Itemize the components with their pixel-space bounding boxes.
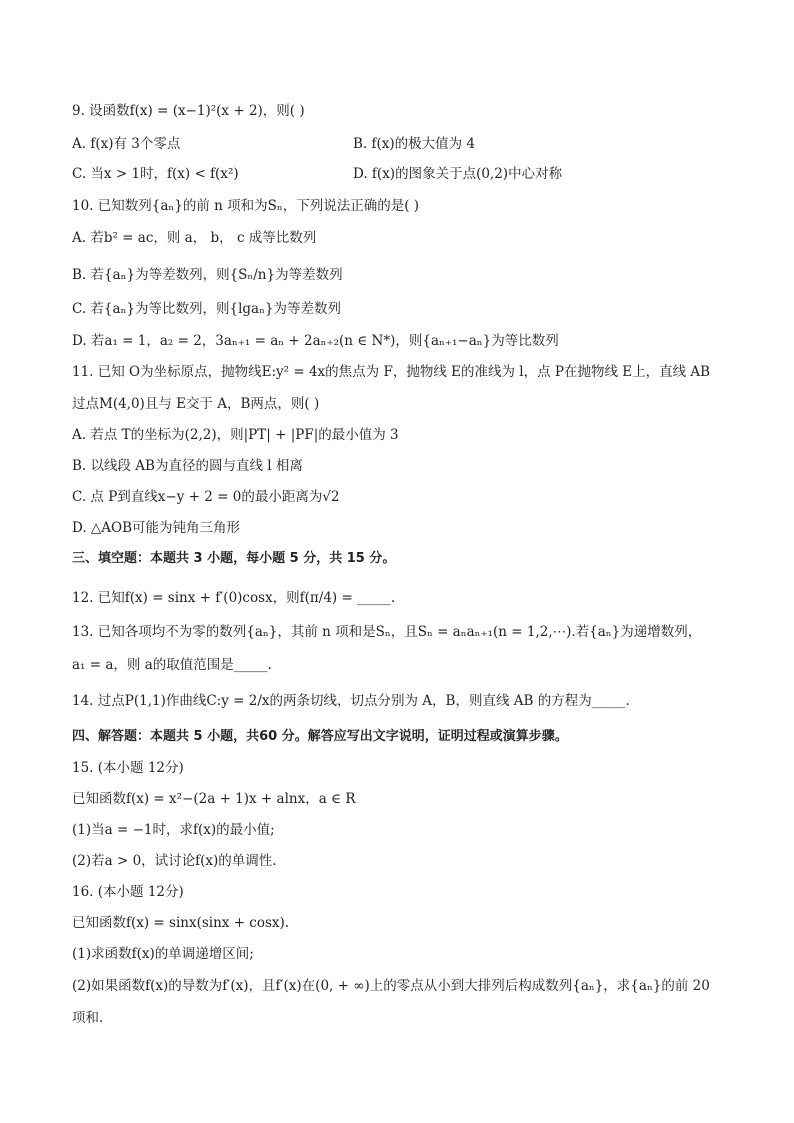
q11-stem-line1: 11. 已知 O为坐标原点，抛物线E:y² = 4x的焦点为 F，抛物线 E的准线为 l，点 P在抛物线 E上，直线 AB bbox=[72, 364, 711, 380]
q14-stem: 14. 过点P(1,1)作曲线C:y = 2/x的两条切线，切点分别为 A，B，则直线 AB 的方程为_____. bbox=[72, 693, 630, 709]
q9-stem: 9. 设函数f(x) = (x−1)²(x + 2)，则( ) bbox=[72, 103, 305, 119]
q16-part-1: (1)求函数f(x)的单调递增区间; bbox=[72, 946, 254, 962]
q16-part-2-line1: (2)如果函数f(x)的导数为f′(x)，且f′(x)在(0, + ∞)上的零点从小到大排列后构成数列{aₙ}，求{aₙ}的前 20 bbox=[72, 978, 710, 994]
q9-option-d: D. f(x)的图象关于点(0,2)中心对称 bbox=[353, 166, 563, 182]
q9-option-b: B. f(x)的极大值为 4 bbox=[353, 136, 476, 152]
section-4-heading: 四、解答题：本题共 5 小题，共60 分。解答应写出文字说明，证明过程或演算步骤。 bbox=[72, 729, 568, 744]
q11-option-d: D. △AOB可能为钝角三角形 bbox=[72, 520, 241, 536]
q16-heading: 16. (本小题 12分) bbox=[72, 884, 184, 900]
q11-option-b: B. 以线段 AB为直径的圆与直线 l 相离 bbox=[72, 458, 303, 474]
q13-stem-line1: 13. 已知各项均不为零的数列{aₙ}，其前 n 项和是Sₙ，且Sₙ = aₙaₙ₊₁(n = 1,2,⋯).若{aₙ}为递增数列， bbox=[72, 624, 702, 640]
q11-option-c: C. 点 P到直线x−y + 2 = 0的最小距离为√2 bbox=[72, 489, 340, 505]
q9-option-c: C. 当x > 1时，f(x) < f(x²) bbox=[72, 166, 239, 182]
q11-stem-line2: 过点M(4,0)且与 E交于 A，B两点，则( ) bbox=[72, 396, 320, 412]
q15-part-1: (1)当a = −1时，求f(x)的最小值; bbox=[72, 822, 275, 838]
q9-option-a: A. f(x)有 3个零点 bbox=[72, 136, 181, 152]
q16-stem: 已知函数f(x) = sinx(sinx + cosx). bbox=[72, 915, 290, 931]
q15-heading: 15. (本小题 12分) bbox=[72, 760, 184, 776]
section-3-heading: 三、填空题：本题共 3 小题，每小题 5 分，共 15 分。 bbox=[72, 551, 396, 566]
q15-stem: 已知函数f(x) = x²−(2a + 1)x + alnx，a ∈ R bbox=[72, 791, 356, 807]
q16-part-2-line2: 项和. bbox=[72, 1010, 104, 1026]
q10-option-a: A. 若b² = ac，则 a， b， c 成等比数列 bbox=[72, 230, 317, 246]
q10-option-d: D. 若a₁ = 1，a₂ = 2，3aₙ₊₁ = aₙ + 2aₙ₊₂(n ∈ N*)，则{aₙ₊₁−aₙ}为等比数列 bbox=[72, 333, 559, 349]
q12-stem: 12. 已知f(x) = sinx + f′(0)cosx，则f(π/4) = _____. bbox=[72, 590, 396, 606]
q10-option-b: B. 若{aₙ}为等差数列，则{Sₙ/n}为等差数列 bbox=[72, 267, 343, 283]
q11-option-a: A. 若点 T的坐标为(2,2)，则|PT| + |PF|的最小值为 3 bbox=[72, 427, 399, 443]
q10-option-c: C. 若{aₙ}为等比数列，则{lgaₙ}为等差数列 bbox=[72, 301, 342, 317]
q13-stem-line2: a₁ = a，则 a的取值范围是_____. bbox=[72, 657, 272, 673]
q15-part-2: (2)若a > 0，试讨论f(x)的单调性. bbox=[72, 853, 277, 869]
q10-stem: 10. 已知数列{aₙ}的前 n 项和为Sₙ，下列说法正确的是( ) bbox=[72, 198, 420, 214]
